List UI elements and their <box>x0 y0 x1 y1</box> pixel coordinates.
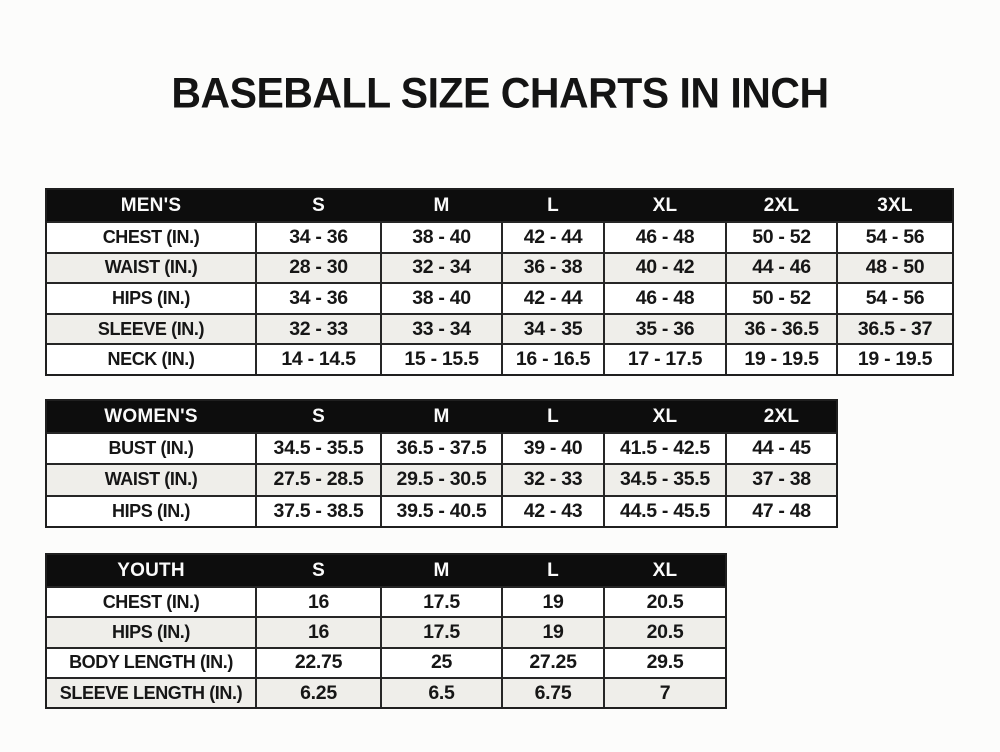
size-value-cell: 34.5 - 35.5 <box>603 463 725 494</box>
size-value-cell: 22.75 <box>255 647 380 677</box>
size-value-cell: 7 <box>603 677 725 707</box>
size-column-header: XL <box>603 190 725 221</box>
size-value-cell: 27.25 <box>501 647 603 677</box>
size-column-header: XL <box>603 555 725 586</box>
measurement-label: HIPS (IN.) <box>47 282 255 313</box>
size-value-cell: 34 - 36 <box>255 221 380 252</box>
measurement-label: WAIST (IN.) <box>47 252 255 283</box>
measurement-label: WAIST (IN.) <box>47 463 255 494</box>
size-value-cell: 29.5 - 30.5 <box>380 463 501 494</box>
measurement-label: SLEEVE LENGTH (IN.) <box>47 677 255 707</box>
youth-size-table <box>45 553 727 709</box>
size-value-cell: 40 - 42 <box>603 252 725 283</box>
size-value-cell: 36 - 38 <box>501 252 603 283</box>
table-group-header: YOUTH <box>47 555 255 586</box>
size-value-cell: 36.5 - 37.5 <box>380 432 501 463</box>
womens-size-table <box>45 399 838 528</box>
size-value-cell: 6.75 <box>501 677 603 707</box>
size-value-cell: 54 - 56 <box>836 282 952 313</box>
size-column-header: S <box>255 555 380 586</box>
page-title: BASEBALL SIZE CHARTS IN INCH <box>171 68 829 118</box>
size-value-cell: 54 - 56 <box>836 221 952 252</box>
size-value-cell: 48 - 50 <box>836 252 952 283</box>
size-value-cell: 27.5 - 28.5 <box>255 463 380 494</box>
size-value-cell: 42 - 44 <box>501 221 603 252</box>
size-value-cell: 19 - 19.5 <box>836 343 952 374</box>
size-value-cell: 34 - 36 <box>255 282 380 313</box>
mens-size-table <box>45 188 954 376</box>
size-column-header: M <box>380 401 501 432</box>
size-value-cell: 46 - 48 <box>603 282 725 313</box>
size-value-cell: 50 - 52 <box>725 221 836 252</box>
size-column-header: 2XL <box>725 190 836 221</box>
size-value-cell: 34.5 - 35.5 <box>255 432 380 463</box>
size-column-header: 3XL <box>836 190 952 221</box>
size-column-header: L <box>501 555 603 586</box>
size-value-cell: 6.5 <box>380 677 501 707</box>
size-value-cell: 41.5 - 42.5 <box>603 432 725 463</box>
size-column-header: M <box>380 190 501 221</box>
size-value-cell: 44.5 - 45.5 <box>603 495 725 526</box>
table-group-header: MEN'S <box>47 190 255 221</box>
size-column-header: L <box>501 190 603 221</box>
size-value-cell: 14 - 14.5 <box>255 343 380 374</box>
size-column-header: M <box>380 555 501 586</box>
size-value-cell: 33 - 34 <box>380 313 501 344</box>
size-value-cell: 36 - 36.5 <box>725 313 836 344</box>
size-value-cell: 32 - 34 <box>380 252 501 283</box>
size-value-cell: 38 - 40 <box>380 282 501 313</box>
size-column-header: L <box>501 401 603 432</box>
size-value-cell: 36.5 - 37 <box>836 313 952 344</box>
size-value-cell: 37.5 - 38.5 <box>255 495 380 526</box>
size-column-header: 2XL <box>725 401 836 432</box>
size-value-cell: 44 - 45 <box>725 432 836 463</box>
size-column-header: S <box>255 190 380 221</box>
size-value-cell: 47 - 48 <box>725 495 836 526</box>
measurement-label: HIPS (IN.) <box>47 495 255 526</box>
size-value-cell: 19 - 19.5 <box>725 343 836 374</box>
measurement-label: BODY LENGTH (IN.) <box>47 647 255 677</box>
measurement-label: HIPS (IN.) <box>47 616 255 646</box>
measurement-label: NECK (IN.) <box>47 343 255 374</box>
size-value-cell: 15 - 15.5 <box>380 343 501 374</box>
size-value-cell: 20.5 <box>603 616 725 646</box>
size-value-cell: 37 - 38 <box>725 463 836 494</box>
size-value-cell: 38 - 40 <box>380 221 501 252</box>
size-value-cell: 16 <box>255 616 380 646</box>
size-value-cell: 39.5 - 40.5 <box>380 495 501 526</box>
size-value-cell: 34 - 35 <box>501 313 603 344</box>
size-value-cell: 19 <box>501 616 603 646</box>
size-value-cell: 46 - 48 <box>603 221 725 252</box>
size-value-cell: 42 - 44 <box>501 282 603 313</box>
table-group-header: WOMEN'S <box>47 401 255 432</box>
measurement-label: BUST (IN.) <box>47 432 255 463</box>
size-value-cell: 17 - 17.5 <box>603 343 725 374</box>
size-value-cell: 35 - 36 <box>603 313 725 344</box>
size-column-header: XL <box>603 401 725 432</box>
size-value-cell: 25 <box>380 647 501 677</box>
size-value-cell: 29.5 <box>603 647 725 677</box>
size-value-cell: 20.5 <box>603 586 725 616</box>
size-value-cell: 28 - 30 <box>255 252 380 283</box>
measurement-label: CHEST (IN.) <box>47 221 255 252</box>
size-value-cell: 42 - 43 <box>501 495 603 526</box>
size-value-cell: 32 - 33 <box>501 463 603 494</box>
size-value-cell: 16 - 16.5 <box>501 343 603 374</box>
size-value-cell: 50 - 52 <box>725 282 836 313</box>
size-value-cell: 32 - 33 <box>255 313 380 344</box>
size-value-cell: 44 - 46 <box>725 252 836 283</box>
size-value-cell: 6.25 <box>255 677 380 707</box>
size-value-cell: 17.5 <box>380 616 501 646</box>
size-value-cell: 39 - 40 <box>501 432 603 463</box>
size-column-header: S <box>255 401 380 432</box>
measurement-label: CHEST (IN.) <box>47 586 255 616</box>
size-value-cell: 16 <box>255 586 380 616</box>
size-value-cell: 17.5 <box>380 586 501 616</box>
measurement-label: SLEEVE (IN.) <box>47 313 255 344</box>
size-value-cell: 19 <box>501 586 603 616</box>
